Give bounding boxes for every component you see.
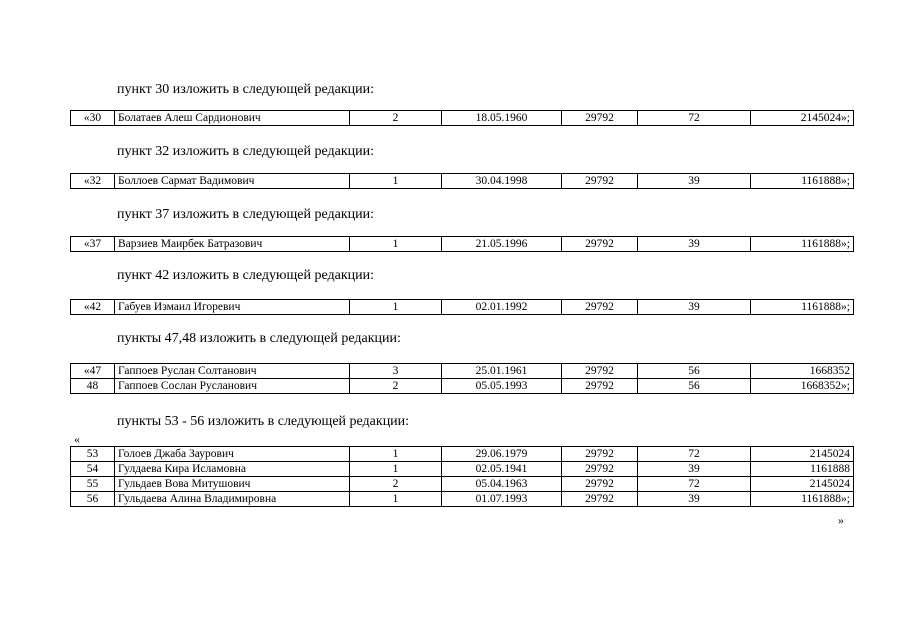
row-number: 56	[71, 492, 115, 507]
table-row	[71, 300, 854, 315]
code-value: 29792	[562, 174, 638, 189]
code-value: 29792	[562, 477, 638, 492]
person-name: Гульдаева Алина Владимировна	[115, 492, 350, 507]
person-name: Боллоев Сармат Вадимович	[115, 174, 350, 189]
member-count: 3	[350, 364, 442, 379]
birth-date: 02.01.1992	[442, 300, 562, 315]
member-count: 1	[350, 237, 442, 252]
size-value: 56	[638, 364, 751, 379]
member-count: 1	[350, 300, 442, 315]
member-count: 1	[350, 174, 442, 189]
table-row	[71, 462, 854, 477]
size-value: 39	[638, 492, 751, 507]
birth-date: 25.01.1961	[442, 364, 562, 379]
record-table	[70, 363, 854, 394]
code-value: 29792	[562, 492, 638, 507]
section-heading: пункт 30 изложить в следующей редакции:	[117, 82, 374, 97]
code-value: 29792	[562, 300, 638, 315]
row-number: 54	[71, 462, 115, 477]
row-number: 48	[71, 379, 115, 394]
amount-value: 1668352»;	[751, 379, 854, 394]
birth-date: 21.05.1996	[442, 237, 562, 252]
code-value: 29792	[562, 379, 638, 394]
record-table	[70, 299, 854, 315]
amount-value: 1161888	[751, 462, 854, 477]
record-table	[70, 236, 854, 252]
member-count: 1	[350, 447, 442, 462]
amount-value: 1161888»;	[751, 492, 854, 507]
code-value: 29792	[562, 111, 638, 126]
row-number: «30	[71, 111, 115, 126]
amount-value: 2145024»;	[751, 111, 854, 126]
birth-date: 30.04.1998	[442, 174, 562, 189]
person-name: Гульдаев Вова Митушович	[115, 477, 350, 492]
birth-date: 05.04.1963	[442, 477, 562, 492]
size-value: 72	[638, 111, 751, 126]
section-heading: пункты 53 - 56 изложить в следующей редакции:	[117, 414, 410, 429]
size-value: 39	[638, 174, 751, 189]
size-value: 39	[638, 462, 751, 477]
code-value: 29792	[562, 237, 638, 252]
size-value: 72	[638, 447, 751, 462]
person-name: Габуев Измаил Игоревич	[115, 300, 350, 315]
size-value: 39	[638, 300, 751, 315]
birth-date: 02.05.1941	[442, 462, 562, 477]
record-table	[70, 110, 854, 126]
birth-date: 01.07.1993	[442, 492, 562, 507]
birth-date: 18.05.1960	[442, 111, 562, 126]
code-value: 29792	[562, 447, 638, 462]
birth-date: 29.06.1979	[442, 447, 562, 462]
section-heading: пункт 32 изложить в следующей редакции:	[117, 144, 374, 159]
amount-value: 1161888»;	[751, 300, 854, 315]
record-table	[70, 173, 854, 189]
amount-value: 1161888»;	[751, 174, 854, 189]
table-row	[71, 364, 854, 379]
row-number: 55	[71, 477, 115, 492]
person-name: Болатаев Алеш Сардионович	[115, 111, 350, 126]
code-value: 29792	[562, 462, 638, 477]
row-number: «47	[71, 364, 115, 379]
birth-date: 05.05.1993	[442, 379, 562, 394]
table-row	[71, 379, 854, 394]
amount-value: 2145024	[751, 477, 854, 492]
table-row	[71, 447, 854, 462]
size-value: 56	[638, 379, 751, 394]
section-heading: пункт 37 изложить в следующей редакции:	[117, 207, 374, 222]
row-number: «32	[71, 174, 115, 189]
member-count: 2	[350, 111, 442, 126]
opening-quote: «	[74, 432, 80, 446]
member-count: 2	[350, 477, 442, 492]
member-count: 1	[350, 492, 442, 507]
code-value: 29792	[562, 364, 638, 379]
person-name: Гаппоев Сослан Русланович	[115, 379, 350, 394]
person-name: Гаппоев Руслан Солтанович	[115, 364, 350, 379]
table-row	[71, 237, 854, 252]
person-name: Варзиев Маирбек Батразович	[115, 237, 350, 252]
table-row	[71, 477, 854, 492]
amount-value: 1161888»;	[751, 237, 854, 252]
amount-value: 2145024	[751, 447, 854, 462]
member-count: 2	[350, 379, 442, 394]
row-number: 53	[71, 447, 115, 462]
table-row	[71, 111, 854, 126]
amount-value: 1668352	[751, 364, 854, 379]
row-number: «42	[71, 300, 115, 315]
person-name: Голоев Джаба Заурович	[115, 447, 350, 462]
section-heading: пункты 47,48 изложить в следующей редакции:	[117, 331, 401, 346]
size-value: 72	[638, 477, 751, 492]
size-value: 39	[638, 237, 751, 252]
member-count: 1	[350, 462, 442, 477]
section-heading: пункт 42 изложить в следующей редакции:	[117, 268, 374, 283]
table-row	[71, 492, 854, 507]
person-name: Гулдаева Кира Исламовна	[115, 462, 350, 477]
row-number: «37	[71, 237, 115, 252]
closing-quote: »	[838, 513, 844, 527]
table-row	[71, 174, 854, 189]
record-table	[70, 446, 854, 507]
